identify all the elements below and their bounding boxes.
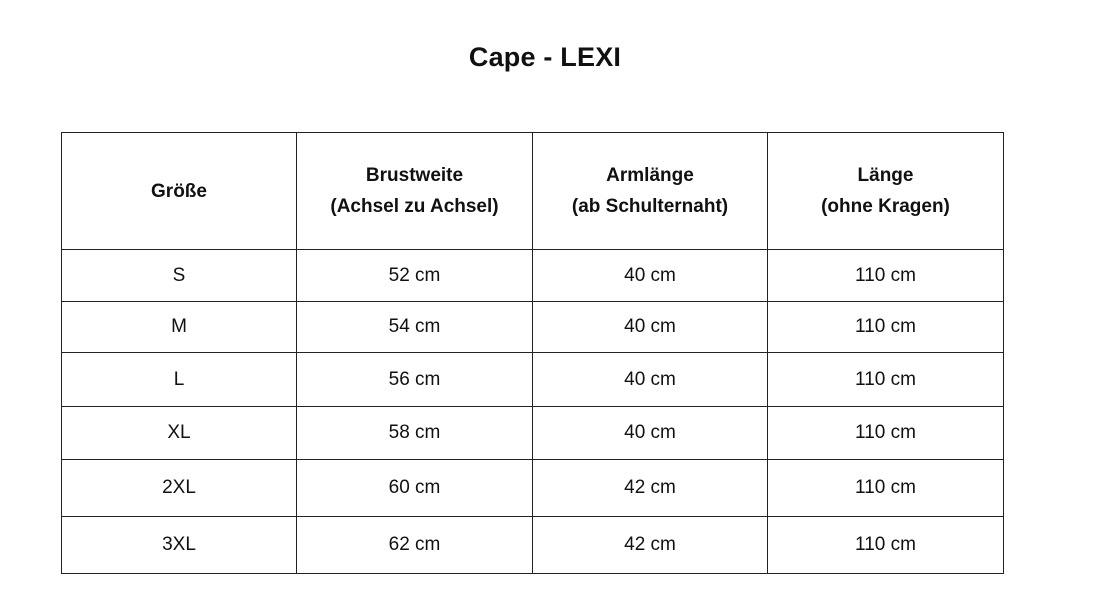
header-brustweite-label: Brustweite bbox=[365, 165, 464, 186]
cell-laenge: 110 cm bbox=[768, 407, 1004, 460]
cell-brustweite: 62 cm bbox=[297, 517, 533, 574]
table-row bbox=[62, 353, 1004, 407]
cell-armlaenge: 40 cm bbox=[533, 407, 768, 460]
header-groesse-label: Größe bbox=[151, 180, 207, 202]
cell-size: L bbox=[62, 353, 297, 407]
cell-armlaenge: 40 cm bbox=[533, 353, 768, 407]
table-row bbox=[62, 302, 1004, 353]
cell-brustweite: 52 cm bbox=[297, 250, 533, 302]
table-row bbox=[62, 460, 1004, 517]
cell-armlaenge: 40 cm bbox=[533, 250, 768, 302]
cell-brustweite: 60 cm bbox=[297, 460, 533, 517]
cell-brustweite: 54 cm bbox=[297, 302, 533, 353]
header-armlaenge-label: Armlänge bbox=[606, 165, 694, 186]
table-row bbox=[62, 250, 1004, 302]
cell-laenge: 110 cm bbox=[768, 517, 1004, 574]
cell-armlaenge: 42 cm bbox=[533, 517, 768, 574]
cell-laenge: 110 cm bbox=[768, 353, 1004, 407]
cell-laenge: 110 cm bbox=[768, 460, 1004, 517]
cell-armlaenge: 40 cm bbox=[533, 302, 768, 353]
cell-size: 2XL bbox=[62, 460, 297, 517]
header-laenge-label: Länge bbox=[857, 165, 914, 186]
header-armlaenge-sublabel: (ab Schulternaht) bbox=[571, 196, 729, 217]
header-laenge-sublabel: (ohne Kragen) bbox=[821, 196, 950, 217]
table-row bbox=[62, 407, 1004, 460]
header-armlaenge bbox=[533, 133, 768, 250]
cell-laenge: 110 cm bbox=[768, 250, 1004, 302]
cell-armlaenge: 42 cm bbox=[533, 460, 768, 517]
cell-size: M bbox=[62, 302, 297, 353]
table-header-row bbox=[62, 133, 1004, 250]
header-groesse bbox=[62, 133, 297, 250]
cell-brustweite: 58 cm bbox=[297, 407, 533, 460]
size-chart-table bbox=[61, 132, 1004, 574]
cell-size: XL bbox=[62, 407, 297, 460]
page-title: Cape - LEXI bbox=[468, 42, 622, 72]
header-brustweite bbox=[297, 133, 533, 250]
cell-brustweite: 56 cm bbox=[297, 353, 533, 407]
header-brustweite-sublabel: (Achsel zu Achsel) bbox=[330, 196, 499, 217]
table-row bbox=[62, 517, 1004, 574]
cell-laenge: 110 cm bbox=[768, 302, 1004, 353]
cell-size: S bbox=[62, 250, 297, 302]
cell-size: 3XL bbox=[62, 517, 297, 574]
header-laenge bbox=[768, 133, 1004, 250]
